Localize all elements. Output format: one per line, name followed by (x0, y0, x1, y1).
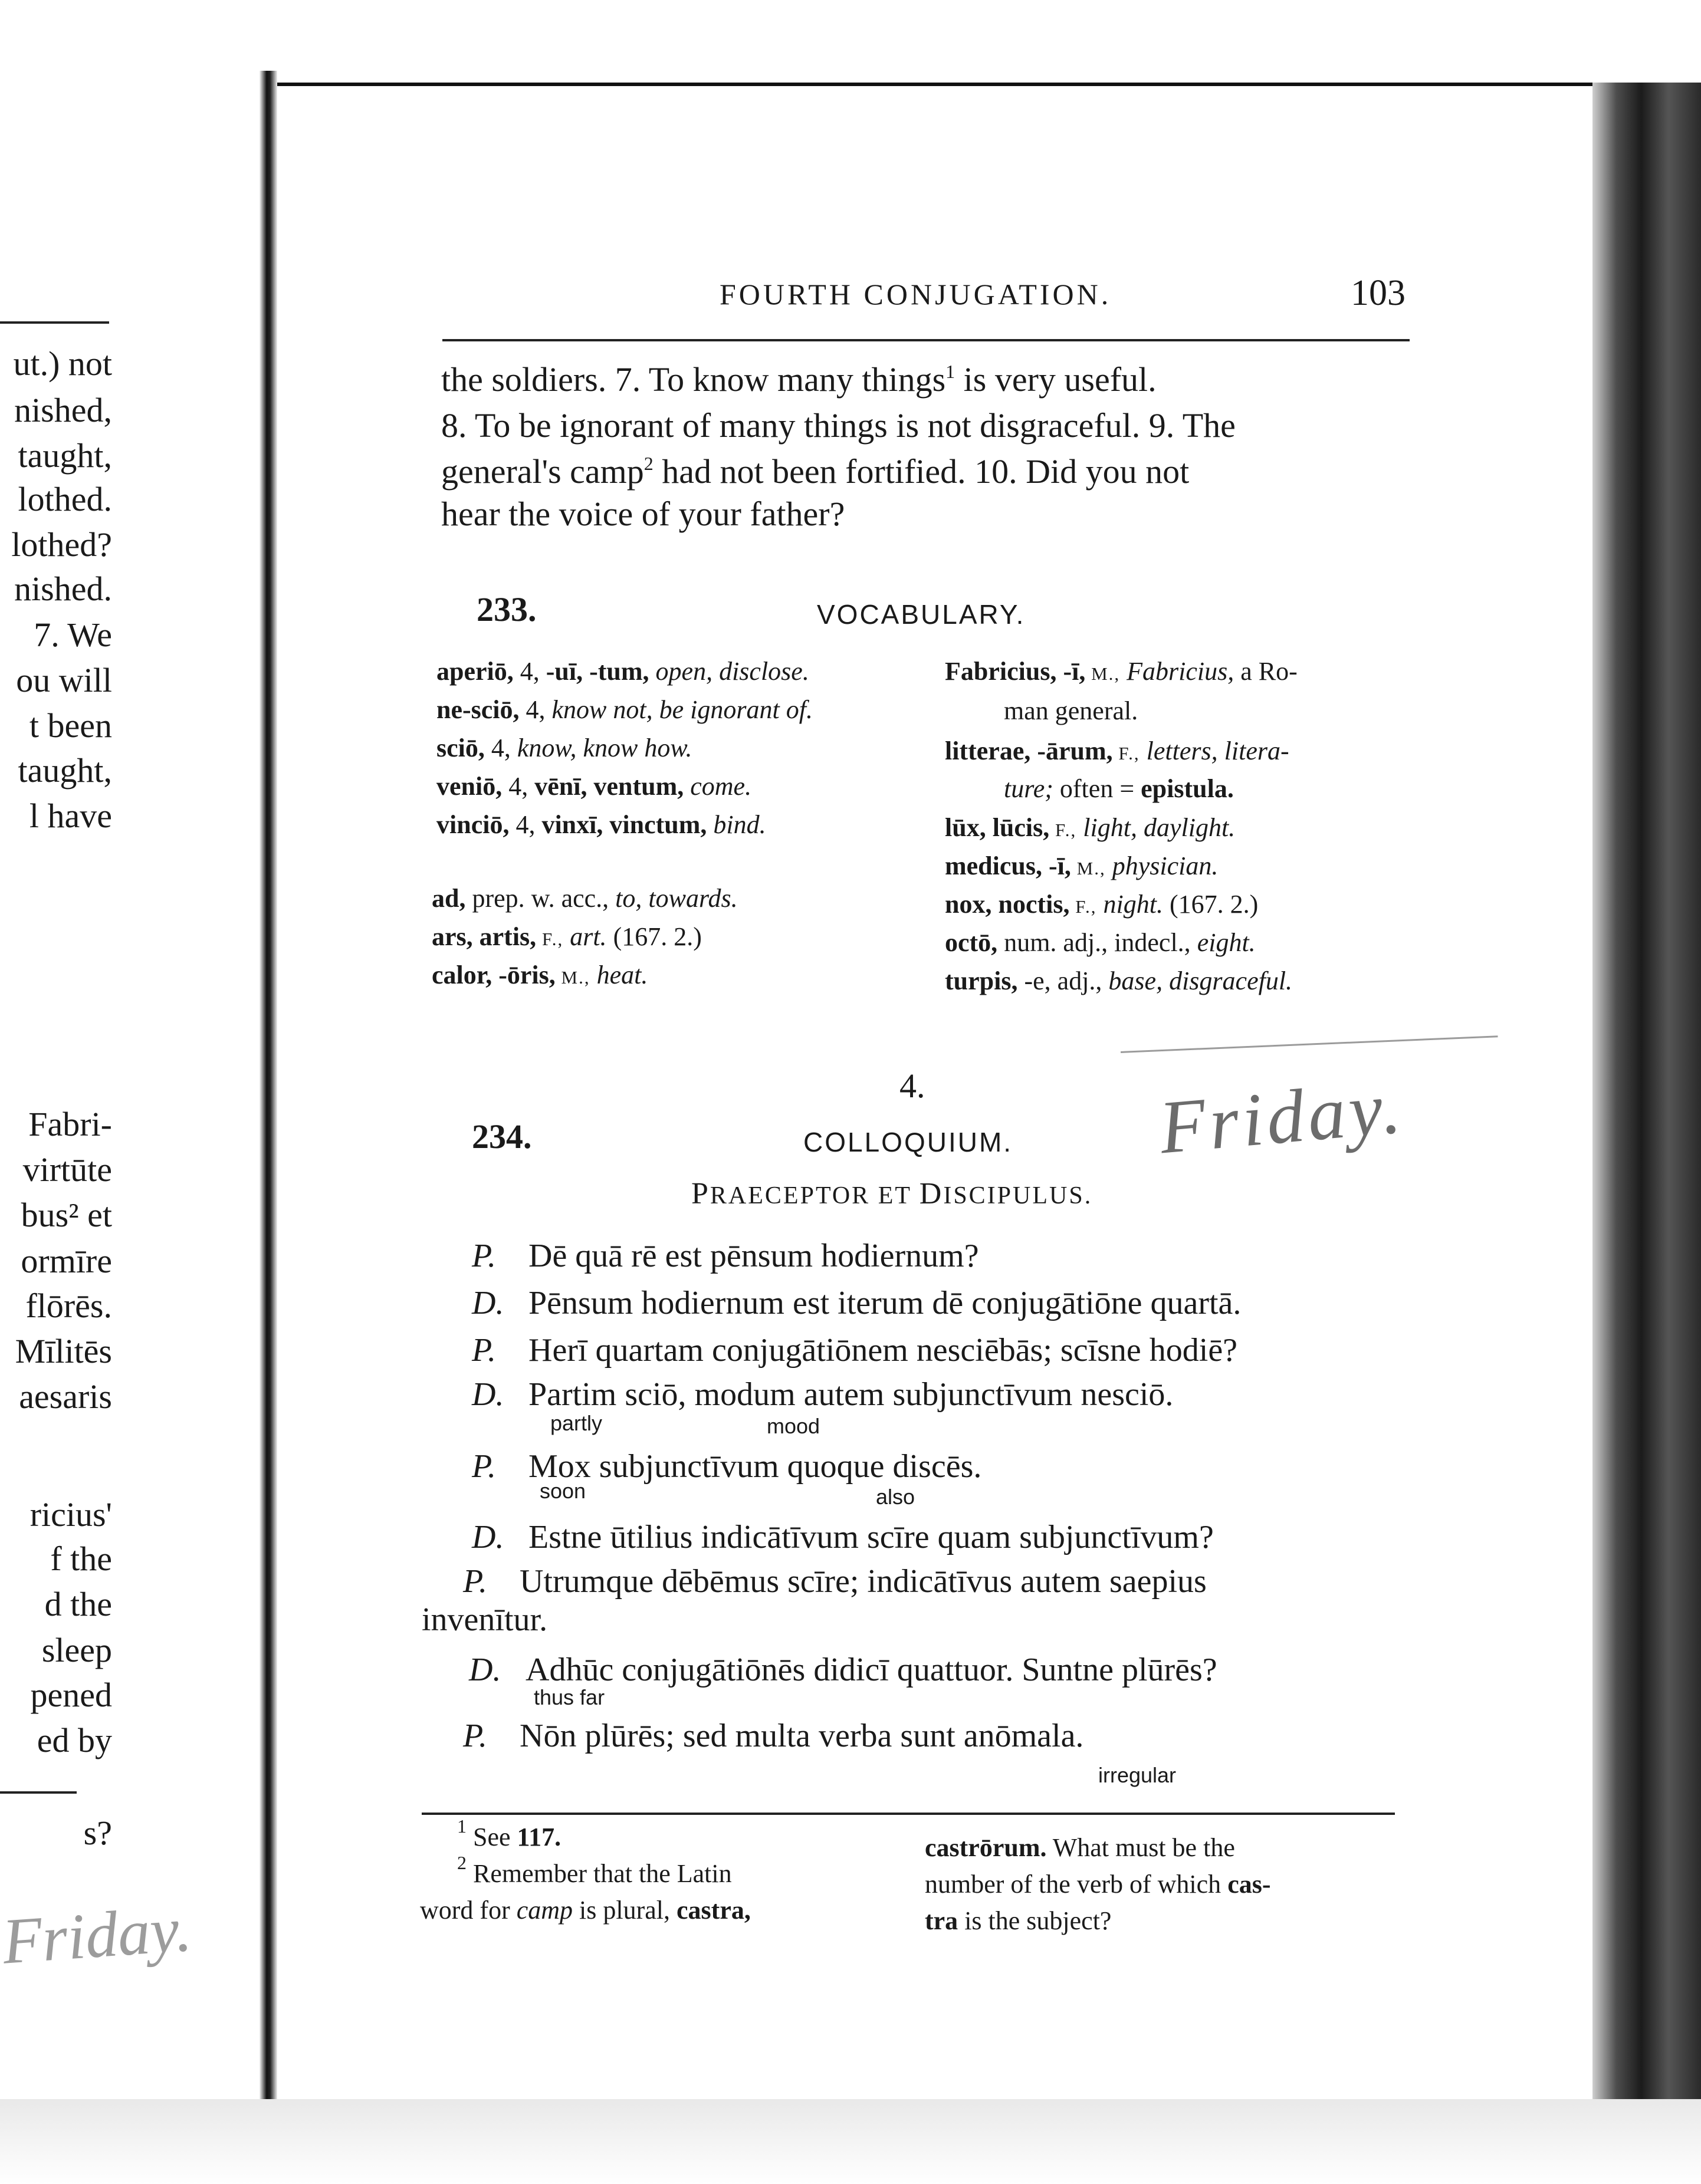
previous-page-line: nished. (14, 570, 112, 608)
page-number: 103 (1351, 273, 1406, 313)
previous-page-line: d the (44, 1585, 112, 1623)
speaker-label: P. (472, 1238, 496, 1274)
previous-page-line: s? (83, 1814, 112, 1852)
dialogue-text: Partim sciō, modum autem subjunctīvum nesciō. (528, 1376, 1174, 1413)
dialogue-subtitle: PRAECEPTOR ET DISCIPULUS. (691, 1177, 1093, 1211)
dialogue-line (472, 1518, 1214, 1556)
gloss: soon (540, 1479, 586, 1503)
footnote-2-column-2: castrōrum. What must be the (925, 1833, 1235, 1862)
vocab-entry-lux: lūx, lūcis, F., light, daylight. (945, 813, 1236, 842)
gloss: thus far (534, 1685, 605, 1709)
vocab-entry-medicus: medicus, -ī, M., physician. (945, 851, 1219, 880)
vocab-entry: ad, prep. w. acc., to, towards. (432, 884, 738, 913)
footnote-rule (422, 1813, 1395, 1815)
previous-page-line: ed by (37, 1721, 112, 1759)
footnote-2-column-2: tra is the subject? (925, 1906, 1112, 1935)
vocab-entry-fabricius: Fabricius, -ī, M., Fabricius, a Ro- (945, 657, 1298, 686)
previous-page-line: l have (29, 797, 112, 835)
speaker-label: D. (472, 1285, 504, 1321)
previous-page-handwriting: Friday. (0, 1892, 194, 1978)
previous-page-line: pened (30, 1676, 112, 1714)
gloss: also (876, 1485, 915, 1509)
speaker-label: P. (463, 1563, 487, 1600)
previous-page-line: taught, (18, 436, 112, 475)
previous-page-line: f the (50, 1540, 112, 1578)
previous-page-line: Fabri- (28, 1105, 112, 1143)
speaker-label: D. (472, 1519, 504, 1555)
gloss: partly (550, 1411, 603, 1435)
previous-page-rule (0, 1791, 77, 1794)
previous-page-line: lothed. (18, 480, 112, 518)
section-title: VOCABULARY. (817, 599, 1026, 630)
previous-page-line: virtūte (22, 1150, 112, 1189)
dialogue-text: Dē quā rē est pēnsum hodiernum? (528, 1238, 979, 1274)
lesson-number: 4. (899, 1067, 925, 1105)
vocab-entry-continuation: ture; often = epistula. (1004, 774, 1234, 803)
speaker-label: P. (472, 1332, 496, 1369)
vocab-entry: sciō, 4, know, know how. (436, 734, 692, 762)
exercise-line: general's camp$^2$ had not been fortified. 10. Did you not (441, 452, 1190, 491)
bottom-shadow (0, 2099, 1701, 2184)
dialogue-text: invenītur. (422, 1601, 548, 1638)
previous-page-line: Mīlitēs (15, 1332, 112, 1370)
dialogue-line (469, 1651, 1217, 1689)
speaker-label: P. (463, 1718, 487, 1754)
dialogue-text: Nōn plūrēs; sed multa verba sunt anōmala. (520, 1718, 1084, 1754)
previous-page (0, 0, 260, 2184)
book-gutter (260, 71, 277, 2117)
speaker-label: P. (472, 1448, 496, 1485)
vocab-entry: veniō, 4, vēnī, ventum, come. (436, 772, 752, 801)
running-title: FOURTH CONJUGATION. (720, 278, 1112, 311)
dialogue-line (422, 1601, 547, 1639)
previous-page-line: lothed? (11, 525, 112, 564)
previous-page-line: sleep (41, 1631, 112, 1669)
gloss: irregular (1098, 1763, 1177, 1787)
vocab-entry: aperiō, 4, -uī, -tum, open, disclose. (436, 657, 809, 686)
vocab-entry: calor, -ōris, M., heat. (432, 961, 648, 989)
dialogue-line (463, 1717, 1083, 1755)
vocab-entry-turpis: turpis, -e, adj., base, disgraceful. (945, 966, 1293, 995)
exercise-line: hear the voice of your father? (441, 495, 845, 533)
vocab-entry-litterae: litterae, -ārum, F., letters, litera- (945, 736, 1289, 765)
previous-page-line: ormīre (21, 1242, 112, 1280)
dialogue-text: Pēnsum hodiernum est iterum dē conjugātiōne quartā. (528, 1285, 1242, 1321)
dialogue-line (472, 1237, 979, 1275)
page-edge (1592, 83, 1701, 2129)
footnote-2-continued: word for camp is plural, castra, (420, 1896, 751, 1925)
dialogue-line (472, 1284, 1241, 1322)
handwritten-note: Friday. (1156, 1064, 1408, 1170)
vocab-entry: ne-sciō, 4, know not, be ignorant of. (436, 695, 813, 724)
dialogue-text: Estne ūtilius indicātīvum scīre quam subjunctīvum? (528, 1519, 1214, 1555)
previous-page-rule (0, 321, 109, 324)
dialogue-line (463, 1563, 1207, 1600)
speaker-label: D. (472, 1376, 504, 1413)
previous-page-line: ut.) not (13, 344, 112, 383)
vocab-entry: ars, artis, F., art. (167. 2.) (432, 922, 702, 951)
previous-page-line: ricius' (29, 1495, 112, 1534)
footnote-2-column-2: number of the verb of which cas- (925, 1870, 1271, 1899)
speaker-label: D. (469, 1652, 501, 1688)
exercise-line: the soldiers. 7. To know many things$^1$ is very useful. (441, 360, 1157, 399)
dialogue-text: Utrumque dēbēmus scīre; indicātīvus autem saepius (520, 1563, 1207, 1600)
previous-page-line: aesaris (19, 1377, 112, 1416)
previous-page-line: ou will (16, 661, 112, 699)
header-rule (442, 339, 1410, 341)
gloss: mood (767, 1414, 820, 1438)
section-title: COLLOQUIUM. (803, 1127, 1013, 1157)
previous-page-line: nished, (14, 391, 112, 429)
section-number: 233. (477, 590, 537, 629)
previous-page-line: 7. We (34, 616, 112, 654)
dialogue-text: Herī quartam conjugātiōnem nesciēbās; scīsne hodiē? (528, 1332, 1238, 1369)
previous-page-line: taught, (18, 751, 112, 790)
previous-page-line: flōrēs. (25, 1287, 112, 1325)
dialogue-text: Adhūc conjugātiōnēs didicī quattuor. Suntne plūrēs? (526, 1652, 1217, 1688)
vocab-entry: vinciō, 4, vinxī, vinctum, bind. (436, 810, 766, 839)
dialogue-text: Mox subjunctīvum quoque discēs. (528, 1448, 982, 1485)
previous-page-line: t been (29, 706, 112, 745)
section-number: 234. (472, 1117, 532, 1156)
vocab-entry-continuation: man general. (1004, 696, 1138, 725)
dialogue-line (472, 1331, 1237, 1369)
previous-page-line: bus² et (21, 1196, 112, 1234)
vocab-entry-nox: nox, noctis, F., night. (167. 2.) (945, 890, 1259, 919)
dialogue-line (472, 1376, 1173, 1413)
footnote-2: $^2$ Remember that the Latin (457, 1852, 732, 1888)
exercise-line: 8. To be ignorant of many things is not disgraceful. 9. The (441, 406, 1236, 445)
footnote-1: $^1$ See 117. (457, 1815, 561, 1851)
vocab-entry-octo: octō, num. adj., indecl., eight. (945, 928, 1256, 957)
